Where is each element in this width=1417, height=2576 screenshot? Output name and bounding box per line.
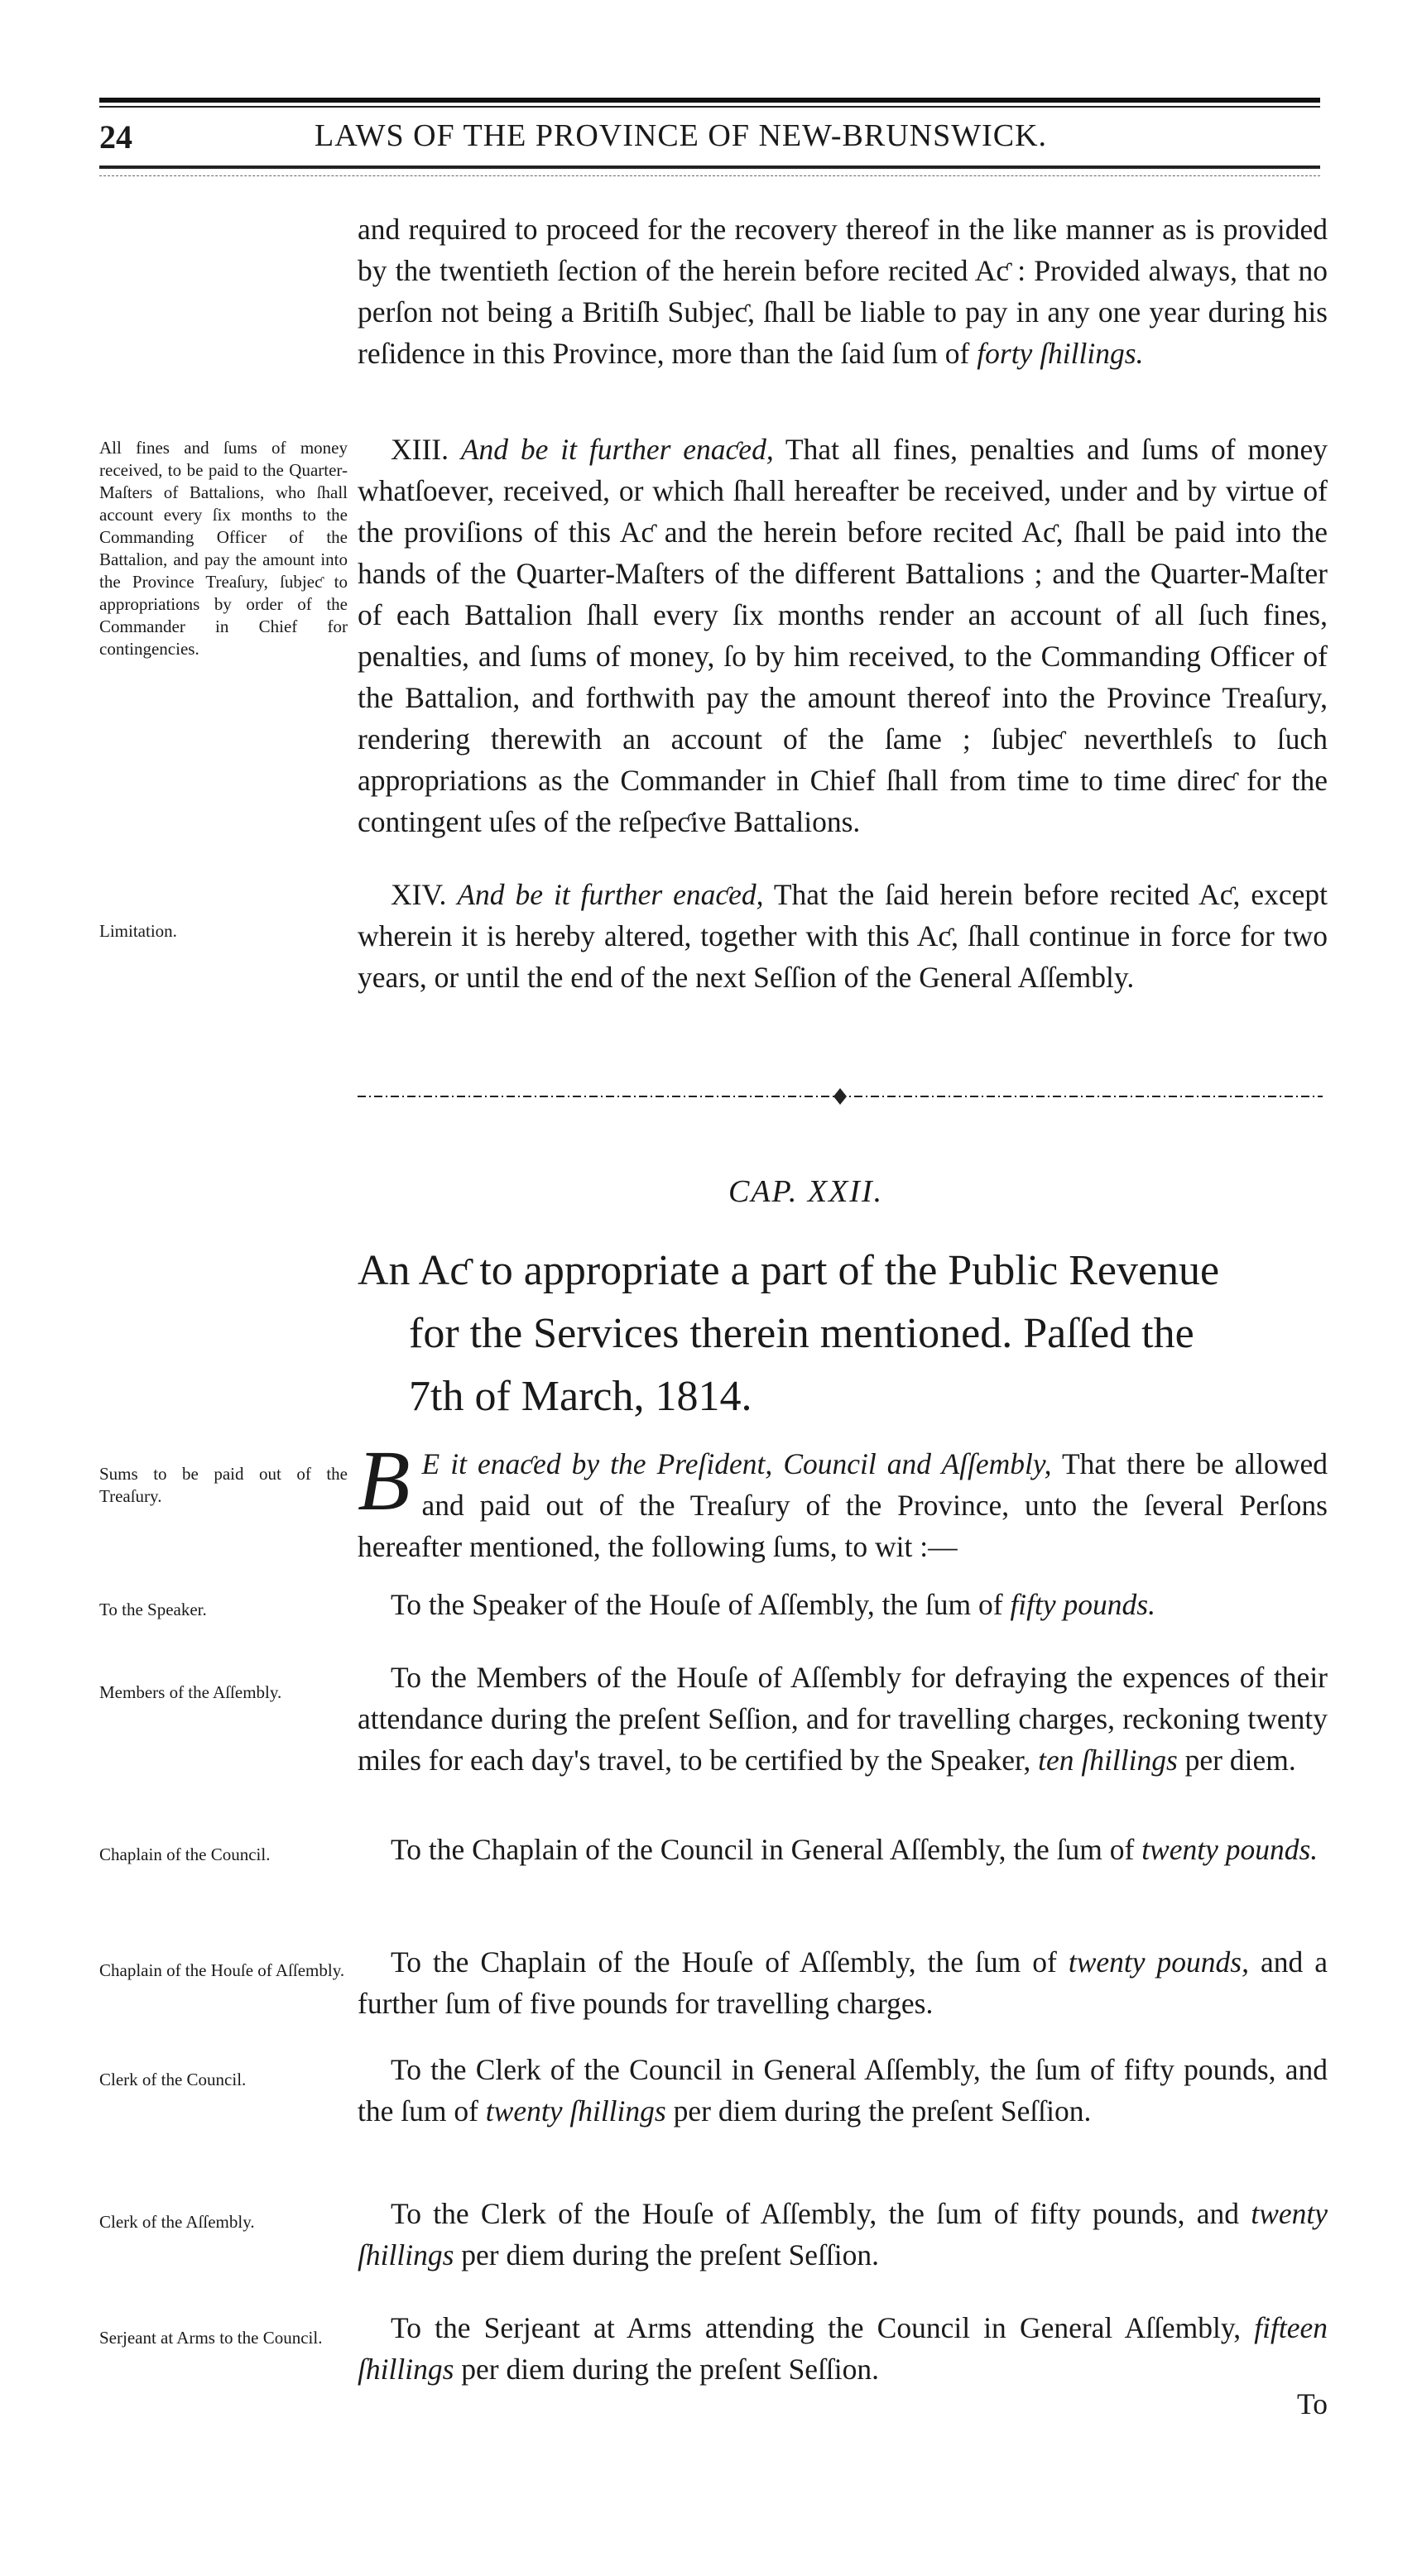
drop-cap: B: [358, 1433, 411, 1528]
section-number: XIV.: [391, 878, 447, 911]
act-title-line: An Aƈ to appropriate a part of the Public Revenue: [358, 1247, 1220, 1294]
enacting-clause: B E it enaƈed by the Preſident, Council and Aſſembly, That there be allowed and paid out of the Treaſury of the Province, unto the ſeveral Perſons hereafter mentioned, the following ſums, to wit :—: [358, 1433, 1328, 1563]
margin-note-item: Members of the Aſſembly.: [99, 1682, 282, 1702]
running-head: LAWS OF THE PROVINCE OF NEW-BRUNSWICK.: [315, 118, 1048, 153]
header-underline-dashed: [99, 175, 1320, 176]
section-number: XIII.: [391, 433, 449, 466]
margin-note-item: Chaplain of the Council.: [99, 1844, 271, 1864]
appropriation-item: To the Chaplain of the Houſe of Aſſembly, the ſum of twenty pounds, and a further ſum of five pounds for travelling charges.: [358, 1945, 1328, 2020]
chapter-number: CAP. XXII.: [728, 1174, 884, 1209]
header-rule-thin: [99, 106, 1320, 108]
margin-note-item: Serjeant at Arms to the Council.: [99, 2328, 323, 2348]
appropriation-item: To the Chaplain of the Council in General Aſſembly, the ſum of twenty pounds.: [391, 1833, 1319, 1866]
section-13: XIII. And be it further enaƈed, That all fines, penalties and ſums of money whatſoever, received, or which ſhall hereafter be received, under and by virtue of the proviſions of this Aƈ and the herein before recited Aƈ, ſhall be paid into the hands of the Quarter-Maſters of the different Battalions ; and the Quarter-Maſter of each Battalion ſhall every ſix months render an account of all ſuch fines, penalties, and ſums of money, ſo by him received, to the Commanding Officer of the Battalion, and forthwith pay the amount thereof into the Province Treaſury, rendering therewith an account of the ſame ; ſubjeƈ neverthleſs to ſuch appropriations as the Commander in Chief ſhall from time to time direƈ for the contingent uſes of the reſpeƈive Battalions.: [358, 433, 1328, 838]
header-rule: [99, 98, 1320, 103]
margin-note-item: Clerk of the Council.: [99, 2070, 247, 2089]
margin-note-item: Clerk of the Aſſembly.: [99, 2212, 255, 2232]
appropriation-item: To the Serjeant at Arms attending the Council in General Aſſembly, fifteen ſhillings per diem during the preſent Seſſion.: [358, 2311, 1328, 2386]
section-14: XIV. And be it further enaƈed, That the ſaid herein before recited Aƈ, except wherein it is hereby altered, together with this Aƈ, ſhall continue in force for two years, or until the end of the next Seſſion of the General Aſſembly.: [358, 878, 1328, 994]
page-number: 24: [99, 118, 132, 156]
continuation-paragraph: and required to proceed for the recovery thereof in the like manner as is provided by the twentieth ſection of the herein before recited Aƈ : Provided always, that no perſon not being a Britiſh Subjeƈ, ſhall be liable to pay in any one year during his reſidence in this Province, more than the ſaid ſum of forty ſhillings.: [358, 213, 1328, 370]
act-title: [358, 1240, 1326, 1428]
catchword: To: [1297, 2387, 1328, 2420]
appropriation-item: To the Speaker of the Houſe of Aſſembly, the ſum of fifty pounds.: [391, 1588, 1155, 1621]
margin-note-item: To the Speaker.: [99, 1600, 207, 1619]
appropriation-item: To the Members of the Houſe of Aſſembly for defraying the expences of their attendance during the preſent Seſſion, and for travelling charges, reckoning twenty miles for each day's travel, to be certified by the Speaker, ten ſhillings per diem.: [358, 1661, 1328, 1777]
margin-note-section-13: All fines and ſums of money received, to be paid to the Quarter-Maſters of Battalions, who ſhall account every ſix months to the Commanding Officer of the Battalion, and pay the amount into the Province Treaſury, ſubjeƈ to appropriations by order of the Commander in Chief for contingencies.: [99, 438, 348, 659]
appropriation-item: To the Clerk of the Houſe of Aſſembly, the ſum of fifty pounds, and twenty ſhillings per diem during the preſent Seſſion.: [358, 2197, 1328, 2271]
margin-note-sums: Sums to be paid out of the Treaſury.: [99, 1464, 348, 1506]
header-underline: [99, 165, 1320, 169]
margin-note-item: Chaplain of the Houſe of Aſſembly.: [99, 1960, 345, 1980]
appropriation-item: To the Clerk of the Council in General Aſſembly, the ſum of fifty pounds, and the ſum of twenty ſhillings per diem during the preſent Seſſion.: [358, 2053, 1328, 2127]
act-title-line: 7th of March, 1814.: [409, 1373, 752, 1420]
ornamental-divider: [358, 1088, 1323, 1105]
margin-note-section-14: Limitation.: [99, 921, 177, 941]
act-title-line: for the Services therein mentioned. Paſſed the: [409, 1310, 1194, 1357]
